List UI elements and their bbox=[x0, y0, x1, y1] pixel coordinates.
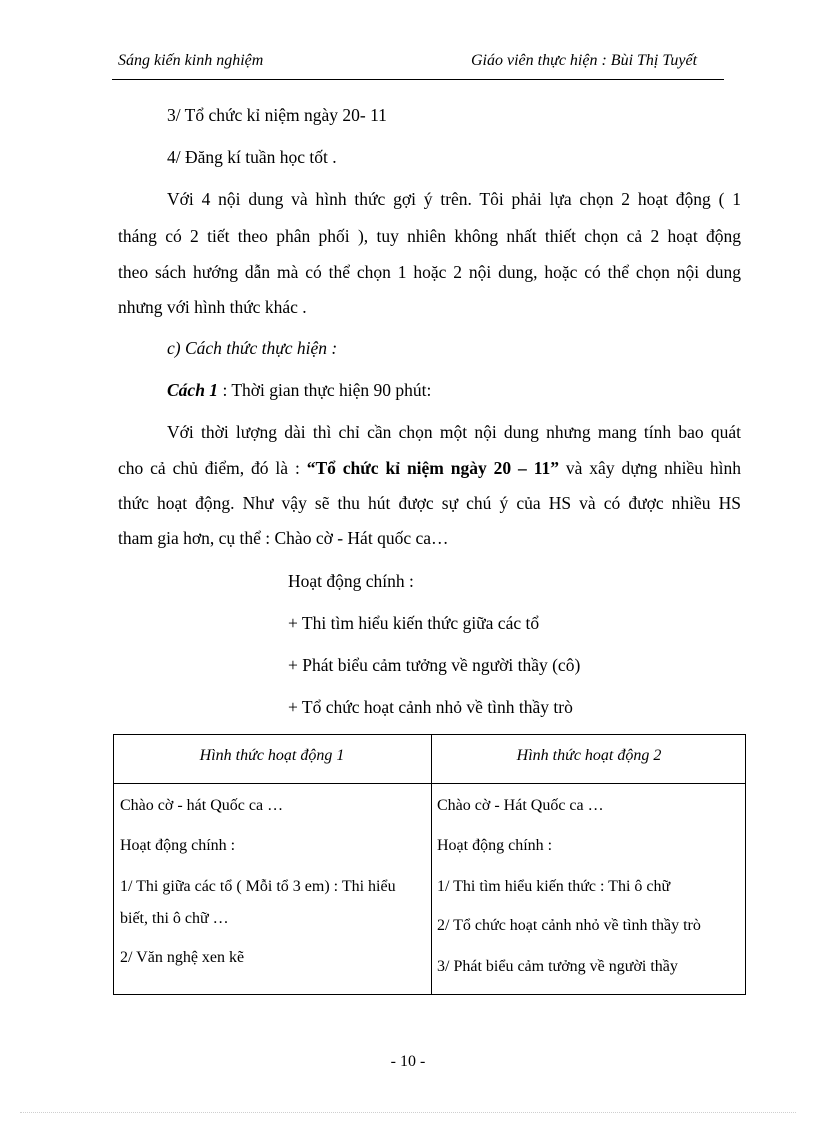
section-heading-c: c) Cách thức thực hiện : bbox=[167, 338, 338, 358]
table-cell-col2-row5: 3/ Phát biểu cảm tưởng về người thầy bbox=[437, 958, 678, 975]
paragraph-2-text-c: và xây dựng nhiều hình bbox=[559, 458, 741, 478]
page-number: - 10 - bbox=[390, 1053, 426, 1070]
table-column-divider bbox=[431, 735, 432, 994]
activity-item-3: + Tổ chức hoạt cảnh nhỏ về tình thầy trò bbox=[288, 697, 573, 717]
header-left-title: Sáng kiến kinh nghiệm bbox=[118, 52, 264, 69]
table-header-form-1: Hình thức hoạt động 1 bbox=[199, 747, 345, 764]
list-item-3: 3/ Tổ chức kỉ niệm ngày 20- 11 bbox=[167, 105, 387, 125]
paragraph-2-line-1: Với thời lượng dài thì chỉ cần chọn một nội dung nhưng mang tính bao quát bbox=[167, 422, 741, 442]
method-1-line bbox=[167, 379, 431, 401]
paragraph-2-bold-title: “Tổ chức kỉ niệm ngày 20 – 11” bbox=[306, 458, 559, 478]
main-activities-title: Hoạt động chính : bbox=[288, 571, 414, 591]
method-1-time: : Thời gian thực hiện 90 phút: bbox=[218, 380, 432, 400]
method-1-label: Cách 1 bbox=[167, 380, 219, 400]
header-divider bbox=[112, 79, 724, 80]
table-cell-col2-row4: 2/ Tổ chức hoạt cảnh nhỏ về tình thầy trò bbox=[437, 917, 701, 934]
paragraph-2-line-3: thức hoạt động. Như vậy sẽ thu hút được sự chú ý của HS và có được nhiều HS bbox=[118, 493, 741, 513]
paragraph-2-line-4: tham gia hơn, cụ thể : Chào cờ - Hát quốc ca… bbox=[118, 528, 449, 548]
table-header-form-2: Hình thức hoạt động 2 bbox=[516, 747, 662, 764]
paragraph-2-line-2 bbox=[118, 457, 741, 479]
activity-forms-table bbox=[113, 734, 746, 995]
activity-item-1: + Thi tìm hiểu kiến thức giữa các tổ bbox=[288, 613, 540, 633]
paragraph-1-line-1: Với 4 nội dung và hình thức gợi ý trên. Tôi phải lựa chọn 2 hoạt động ( 1 bbox=[167, 189, 741, 209]
table-cell-col1-row4: 2/ Văn nghệ xen kẽ bbox=[120, 949, 245, 966]
table-cell-col1-row1: Chào cờ - hát Quốc ca … bbox=[120, 797, 284, 814]
table-cell-col1-row3-cont: biết, thi ô chữ … bbox=[120, 910, 229, 927]
table-cell-col2-row3: 1/ Thi tìm hiểu kiến thức : Thi ô chữ bbox=[437, 878, 671, 895]
table-header-divider bbox=[114, 783, 745, 784]
paragraph-1-line-3: theo sách hướng dẫn mà có thể chọn 1 hoặc 2 nội dung, hoặc có thể chọn nội dung bbox=[118, 262, 741, 282]
table-cell-col1-row3: 1/ Thi giữa các tổ ( Mỗi tổ 3 em) : Thi hiểu bbox=[120, 878, 396, 895]
activity-item-2: + Phát biểu cảm tưởng về người thầy (cô) bbox=[288, 655, 581, 675]
table-cell-col2-row2: Hoạt động chính : bbox=[437, 837, 553, 854]
table-cell-col1-row2: Hoạt động chính : bbox=[120, 837, 236, 854]
header-right-author: Giáo viên thực hiện : Bùi Thị Tuyết bbox=[471, 52, 698, 69]
paragraph-1-line-4: nhưng với hình thức khác . bbox=[118, 297, 307, 317]
page-bottom-edge bbox=[20, 1112, 796, 1113]
paragraph-2-text-a: cho cả chủ điểm, đó là : bbox=[118, 458, 307, 478]
paragraph-1-line-2: tháng có 2 tiết theo phân phối ), tuy nhiên không nhất thiết chọn cả 2 hoạt động bbox=[118, 226, 741, 246]
list-item-4: 4/ Đăng kí tuần học tốt . bbox=[167, 147, 337, 167]
table-cell-col2-row1: Chào cờ - Hát Quốc ca … bbox=[437, 797, 604, 814]
